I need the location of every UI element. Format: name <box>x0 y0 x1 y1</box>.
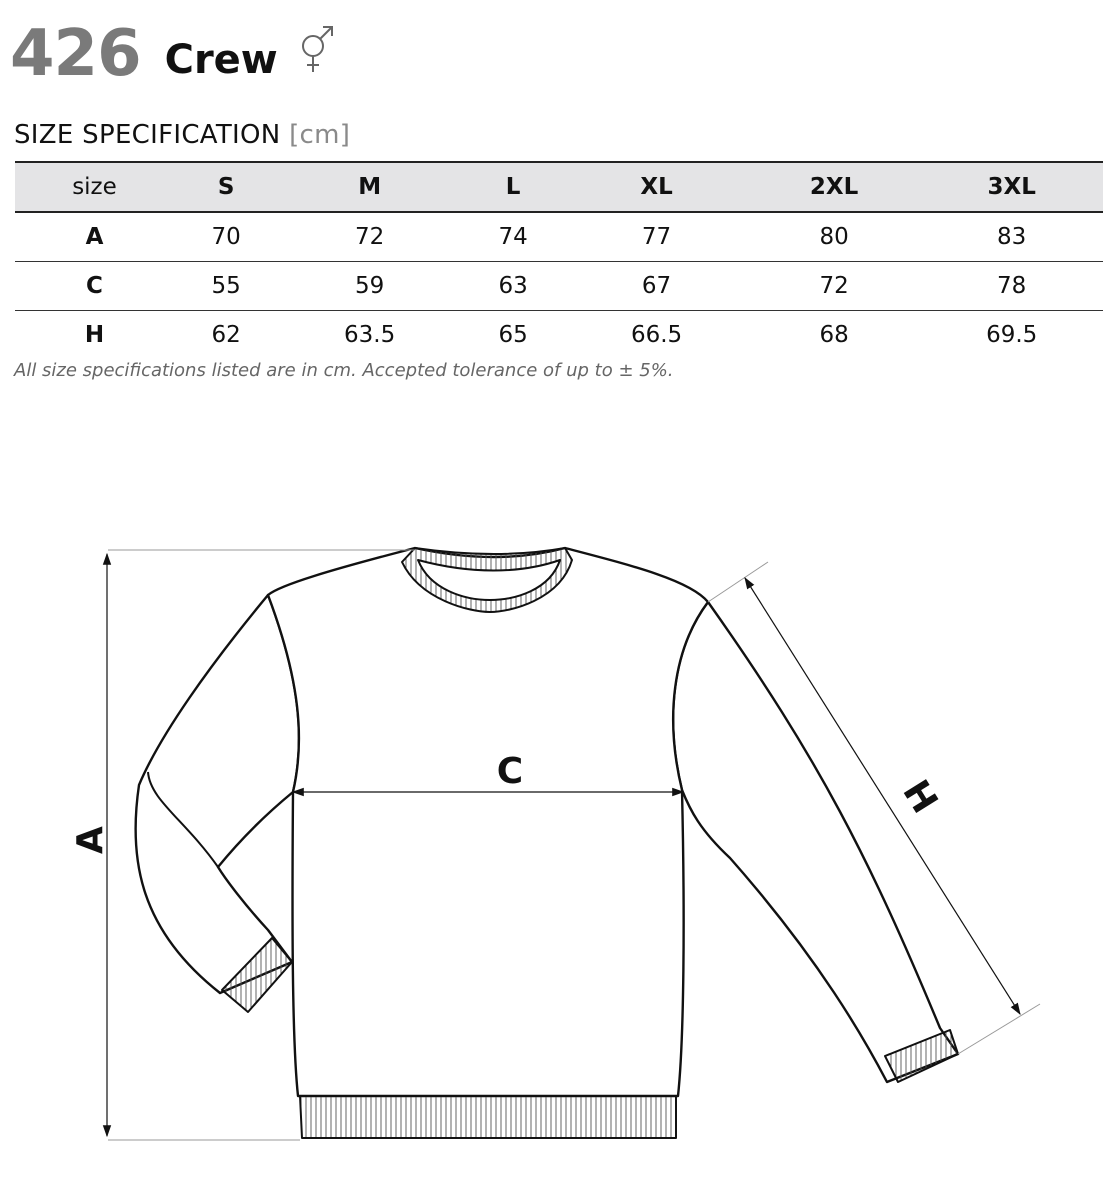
column-header: M <box>278 162 461 212</box>
column-header: 2XL <box>748 162 921 212</box>
table-cell: 72 <box>748 262 921 311</box>
table-cell: 66.5 <box>630 322 683 348</box>
table-cell: 59 <box>278 262 461 311</box>
table-cell: 83 <box>920 212 1103 262</box>
table-cell: 69.5 <box>986 322 1038 348</box>
table-cell: 67 <box>565 262 748 311</box>
dimension-a-label: A <box>70 826 111 854</box>
table-cell: 77 <box>565 212 748 262</box>
unit-label: [cm] <box>289 120 351 150</box>
table-cell: 55 <box>174 262 278 311</box>
model-name: Crew <box>164 37 278 83</box>
tolerance-note: All size specifications listed are in cm. Accepted tolerance of up to ± 5%. <box>14 360 674 381</box>
table-cell: 72 <box>278 212 461 262</box>
column-header: 3XL <box>920 162 1103 212</box>
row-label: C <box>15 262 174 311</box>
table-cell: 68 <box>819 322 849 348</box>
table-cell: 74 <box>461 212 565 262</box>
column-header: L <box>461 162 565 212</box>
table-cell: 62 <box>211 322 241 348</box>
column-header: size <box>15 162 174 212</box>
model-number: 426 <box>10 17 141 91</box>
row-label: H <box>84 322 105 348</box>
table-cell: 70 <box>174 212 278 262</box>
dimension-c-label: C <box>496 751 524 792</box>
sweatshirt-outline <box>136 548 958 1096</box>
table-cell: 65 <box>498 322 528 348</box>
dimension-h-label: H <box>894 773 946 821</box>
section-title-text: SIZE SPECIFICATION <box>14 120 281 150</box>
table-cell: 78 <box>920 262 1103 311</box>
table-cell: 63 <box>461 262 565 311</box>
table-cell: 80 <box>748 212 921 262</box>
column-header: XL <box>565 162 748 212</box>
column-header: S <box>174 162 278 212</box>
table-cell: 63.5 <box>344 322 396 348</box>
row-label: A <box>15 212 174 262</box>
